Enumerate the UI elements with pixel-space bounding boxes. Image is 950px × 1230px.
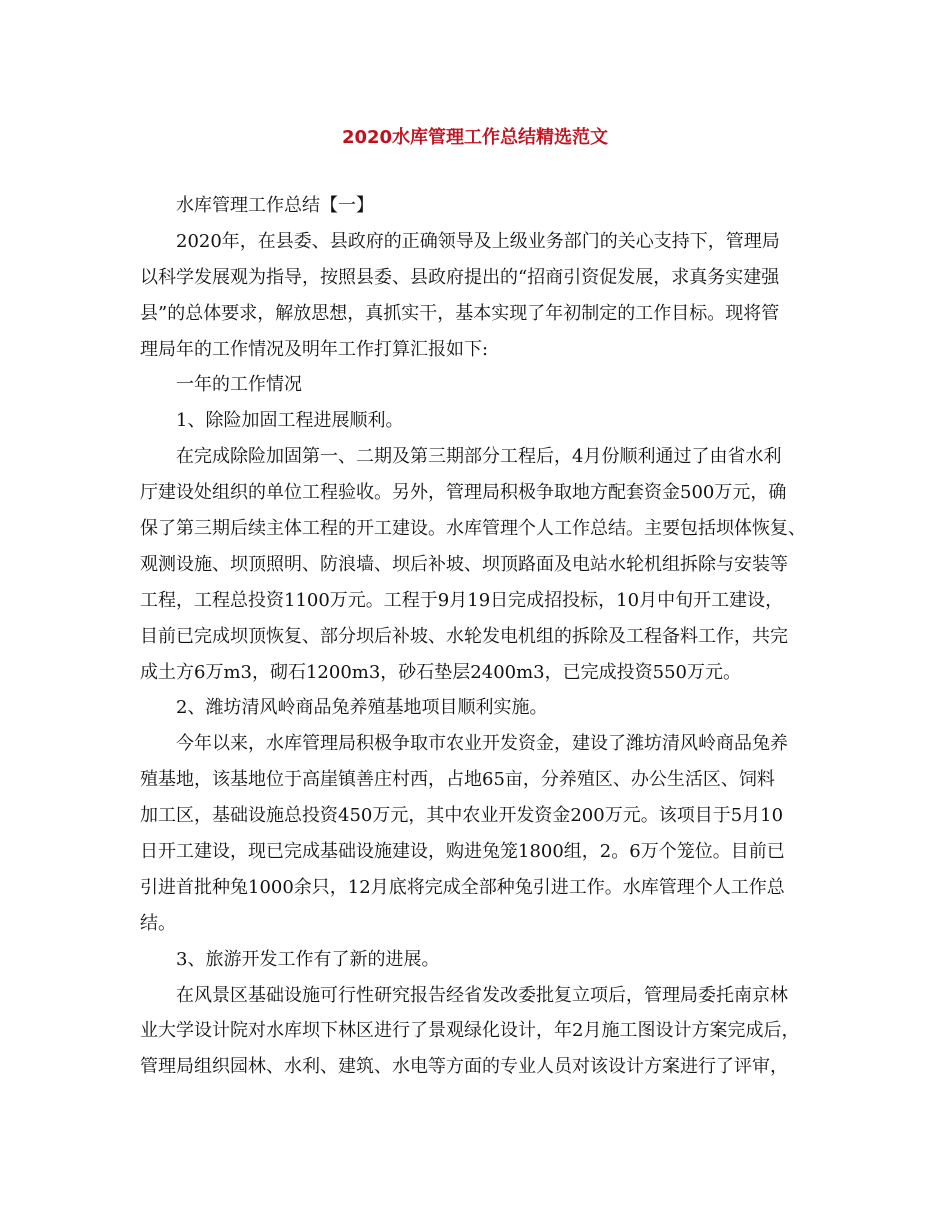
- text-line: 理局年的工作情况及明年工作打算汇报如下:: [140, 338, 489, 360]
- text-line: 加工区，基础设施总投资450万元，其中农业开发资金200万元。该项目于5月10: [140, 805, 784, 827]
- text-line: 目前已完成坝顶恢复、部分坝后补坡、水轮发电机组的拆除及工程备料工作，共完: [140, 625, 788, 647]
- text-line: 观测设施、坝顶照明、防浪墙、坝后补坡、坝顶路面及电站水轮机组拆除与安装等: [140, 553, 788, 575]
- text-line: 保了第三期后续主体工程的开工建设。水库管理个人工作总结。主要包括坝体恢复、: [140, 518, 806, 540]
- text-line: 以科学发展观为指导，按照县委、县政府提出的“招商引资促发展，求真务实建强: [140, 266, 780, 288]
- text-line: 日开工建设，现已完成基础设施建设，购进兔笼1800组，2。6万个笼位。目前已: [140, 841, 785, 863]
- text-line: 工程，工程总投资1100万元。工程于9月19日完成招投标，10月中旬开工建设，: [140, 589, 784, 611]
- text-line: 水库管理工作总结【一】: [176, 195, 374, 216]
- text-line: 3、旅游开发工作有了新的进展。: [176, 948, 440, 970]
- text-line: 成土方6万m3，砌石1200m3，砂石垫层2400m3，已完成投资550万元。: [140, 661, 741, 683]
- text-line: 2020年，在县委、县政府的正确领导及上级业务部门的关心支持下，管理局: [176, 230, 780, 252]
- text-line: 管理局组织园林、水利、建筑、水电等方面的专业人员对该设计方案进行了评审，: [140, 1056, 788, 1078]
- document-body: [140, 188, 820, 1085]
- text-line: 业大学设计院对水库坝下林区进行了景观绿化设计，年2月施工图设计方案完成后，: [140, 1020, 800, 1042]
- text-line: 在风景区基础设施可行性研究报告经省发改委批复立项后，管理局委托南京林: [176, 984, 788, 1006]
- text-line: 引进首批种兔1000余只，12月底将完成全部种兔引进工作。水库管理个人工作总: [140, 876, 785, 898]
- text-line: 今年以来，水库管理局积极争取市农业开发资金，建设了潍坊清风岭商品兔养: [176, 733, 788, 755]
- text-line: 厅建设处组织的单位工程验收。另外，管理局积极争取地方配套资金500万元，确: [140, 482, 787, 504]
- document-title: 2020水库管理工作总结精选范文: [341, 127, 609, 148]
- text-line: 县”的总体要求，解放思想，真抓实干，基本实现了年初制定的工作目标。现将管: [140, 302, 780, 324]
- text-line: 在完成除险加固第一、二期及第三期部分工程后，4月份顺利通过了由省水利: [176, 446, 782, 468]
- text-line: 殖基地，该基地位于高崖镇善庄村西，占地65亩，分养殖区、办公生活区、饲料: [140, 769, 775, 791]
- text-line: 1、除险加固工程进展顺利。: [176, 410, 404, 432]
- text-line: 一年的工作情况: [176, 374, 302, 396]
- text-line: 结。: [140, 912, 176, 934]
- text-line: 2、潍坊清风岭商品兔养殖基地项目顺利实施。: [176, 697, 548, 719]
